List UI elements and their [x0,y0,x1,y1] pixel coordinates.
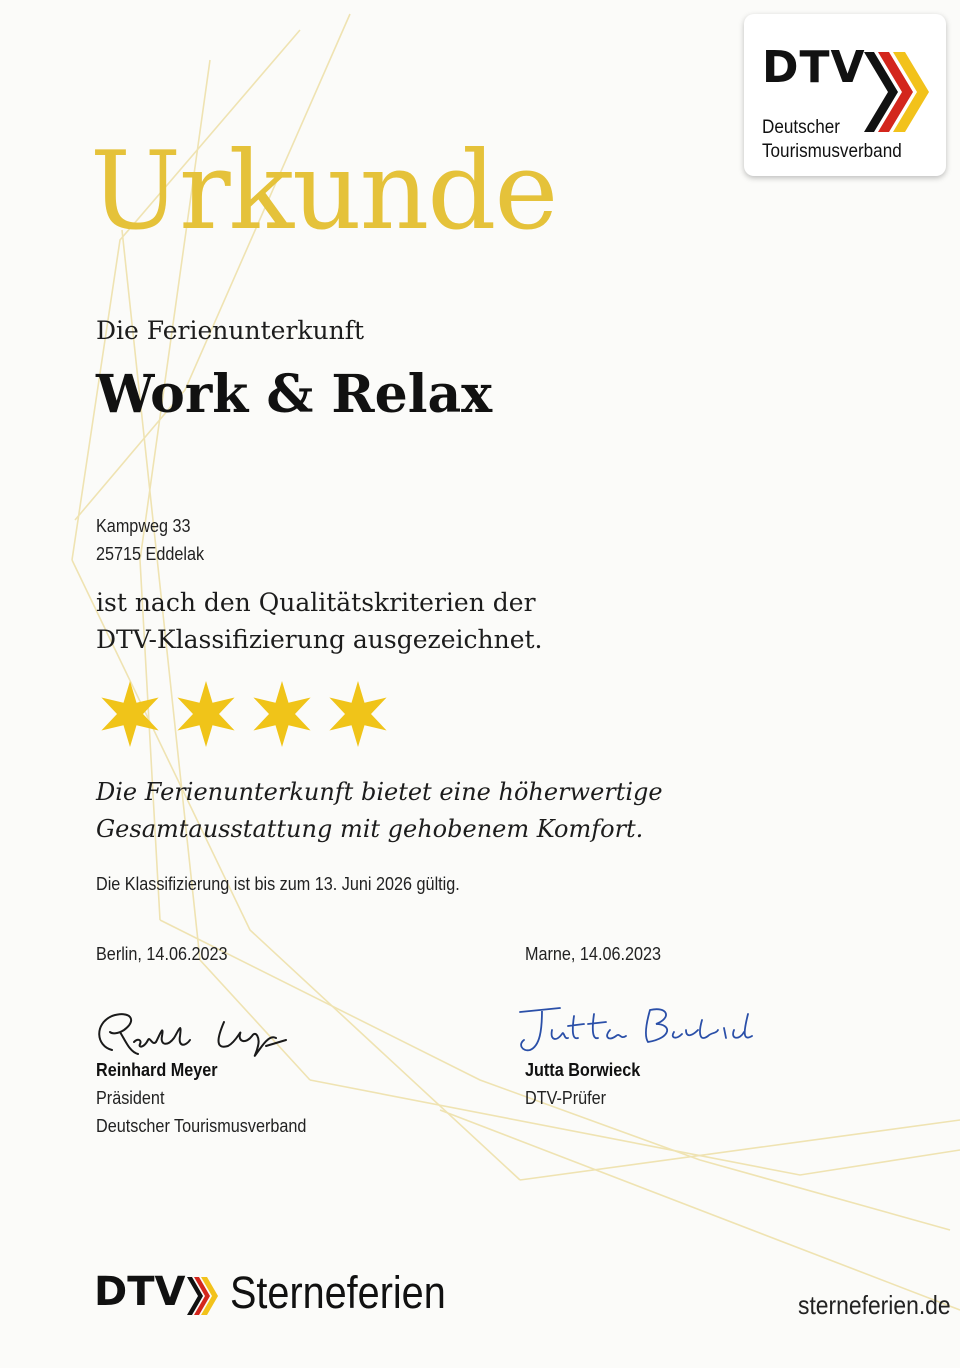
address-street: Kampweg 33 [96,516,191,536]
criteria-line2: DTV-Klassifizierung ausgezeichnet. [96,625,543,654]
signer-block-1 [96,1056,306,1140]
dtv-logo [744,14,946,176]
address-city: 25715 Eddelak [96,544,205,564]
property-address [96,512,204,568]
dtv-chevrons-icon [186,1276,220,1316]
signer-role: Präsident [96,1088,165,1108]
validity-text: Die Klassifizierung ist bis zum 13. Juni 2026 gültig. [96,874,460,894]
signer-role: DTV-Prüfer [525,1088,607,1108]
property-name: Work & Relax [96,364,493,425]
place-date-marne: Marne, 14.06.2023 [525,944,662,964]
logo-org-line2: Tourismusverband [762,141,902,162]
star-icon [329,681,386,747]
signer-name: Reinhard Meyer [96,1060,218,1080]
classification-statement [96,774,663,848]
signer-name: Jutta Borwieck [525,1060,641,1080]
footer-brand-prefix: DTV [94,1269,186,1315]
star-icon [101,681,158,747]
logo-brand: DTV [762,42,866,93]
criteria-text [96,584,542,658]
signer-org: Deutscher Tourismusverband [96,1116,307,1136]
statement-line2: Gesamtausstattung mit gehobenem Komfort. [96,815,644,843]
logo-org-name [762,116,902,164]
star-icon [253,681,310,747]
certificate-title: Urkunde [90,129,557,254]
certificate-subtitle: Die Ferienunterkunft [96,316,365,345]
signature-jutta-borwieck [512,1000,762,1062]
footer-website-link[interactable]: sterneferien.de [798,1290,951,1320]
signer-block-2 [525,1056,640,1112]
logo-org-line1: Deutscher [762,117,840,138]
star-rating [95,680,405,750]
star-icon [177,681,234,747]
footer-brand-name: Sterneferien [230,1267,446,1318]
statement-line1: Die Ferienunterkunft bietet eine höherwertige [96,778,663,806]
criteria-line1: ist nach den Qualitätskriterien der [96,588,536,617]
place-date-berlin: Berlin, 14.06.2023 [96,944,228,964]
